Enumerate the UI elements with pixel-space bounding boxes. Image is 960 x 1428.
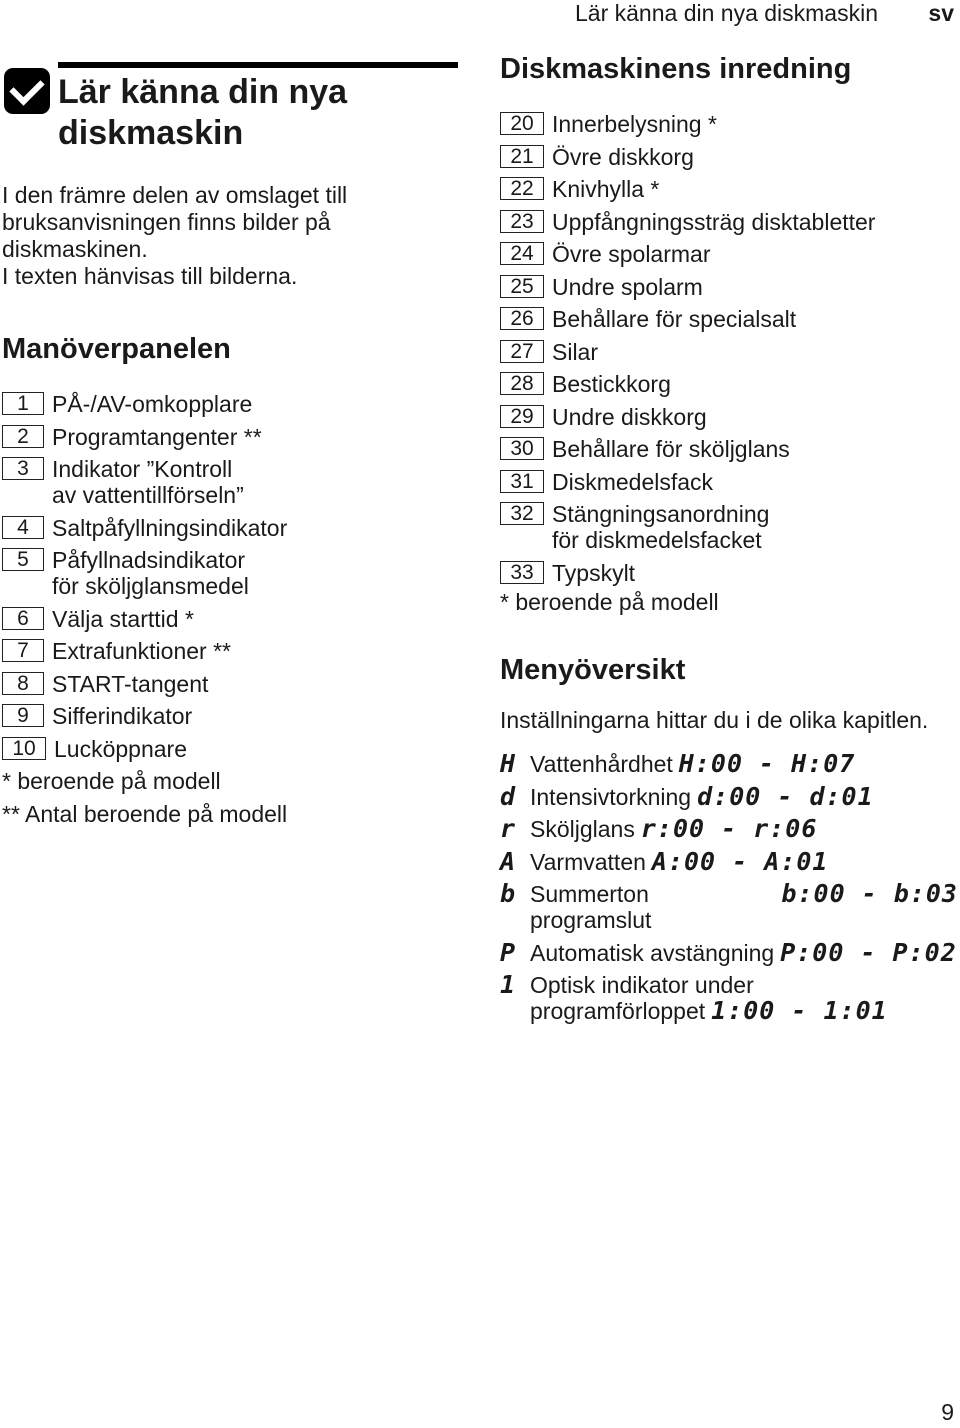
item-number-box: 29: [500, 405, 544, 428]
list-item: [500, 209, 958, 235]
menu-list: [500, 751, 958, 1024]
menu-range-display: H:00 - H:07: [678, 749, 856, 778]
item-label: Saltpåfyllningsindikator: [52, 514, 288, 541]
item-number-box: 27: [500, 340, 544, 363]
menu-row: [500, 751, 958, 777]
item-label: Typskylt: [552, 559, 636, 586]
item-number-box: 31: [500, 470, 544, 493]
item-number-box: 1: [2, 392, 44, 415]
item-number-box: 21: [500, 145, 544, 168]
item-number-box: 20: [500, 112, 544, 135]
menu-range-display: P:00 - P:02: [780, 937, 957, 967]
footnote-count: ** Antal beroende på modell: [2, 801, 288, 827]
item-label: Bestickkorg: [552, 371, 671, 397]
list-item: [500, 436, 958, 462]
menu-setting-label: Intensivtorkning: [530, 783, 692, 810]
menu-range-display: r:00 - r:06: [640, 814, 818, 843]
list-item: [500, 560, 958, 586]
item-label: Behållare för specialsalt: [552, 306, 797, 332]
checkmark-icon: [4, 68, 50, 114]
menu-key-display: b: [500, 879, 517, 908]
list-item: [2, 736, 458, 762]
item-label: Behållare för sköljglans: [552, 436, 790, 462]
item-label: Lucköppnare: [54, 735, 187, 762]
menu-row: [500, 972, 958, 1024]
item-label: Övre diskkorg: [552, 143, 694, 170]
item-number-box: 9: [2, 704, 44, 727]
item-number-box: 10: [2, 737, 46, 760]
list-item: [500, 274, 958, 300]
menu-heading: Menyöversikt: [500, 654, 686, 686]
list-item: [2, 424, 458, 450]
page-number: 9: [941, 1399, 954, 1425]
list-item: [2, 547, 458, 599]
list-item: [500, 144, 958, 170]
interior-heading: Diskmaskinens inredning: [500, 53, 852, 85]
item-number-box: 7: [2, 639, 44, 662]
intro-line-2: I texten hänvisas till bilderna.: [2, 263, 298, 289]
footnote-model: * beroende på modell: [2, 768, 221, 794]
item-label: Påfyllnadsindikator för sköljglansmedel: [52, 547, 249, 599]
list-item: [2, 456, 458, 508]
menu-range-display: b:00 - b:03: [781, 879, 958, 908]
running-header-title: Lär känna din nya diskmaskin: [575, 0, 878, 26]
list-item: [2, 391, 458, 417]
item-label: Övre spolarmar: [552, 241, 711, 267]
language-code: sv: [928, 0, 954, 26]
interior-footnote: * beroende på modell: [500, 589, 719, 615]
menu-key-display: A: [500, 846, 517, 876]
item-label: Undre spolarm: [552, 273, 703, 300]
menu-section: [500, 653, 958, 1024]
item-label: Välja starttid *: [52, 605, 194, 632]
menu-key-display: 1: [500, 970, 517, 999]
menu-row: [500, 781, 958, 811]
item-number-box: 26: [500, 307, 544, 330]
menu-key-display: d: [500, 781, 517, 811]
intro-line-1: I den främre delen av omslaget till bruksanvisningen finns bilder på diskmaskinen.: [2, 182, 348, 262]
item-number-box: 22: [500, 177, 544, 200]
list-item: [2, 671, 458, 697]
item-number-box: 3: [2, 457, 44, 480]
menu-range-display: A:00 - A:01: [651, 846, 829, 876]
item-label: Uppfångningssträg disktabletter: [552, 208, 876, 235]
intro-text: [2, 182, 442, 290]
list-item: [500, 501, 958, 553]
item-label: START-tangent: [52, 670, 209, 697]
menu-setting-label: Automatisk avstängning: [530, 939, 775, 966]
menu-setting-label: Sköljglans: [530, 816, 635, 842]
item-number-box: 6: [2, 607, 44, 630]
list-item: [500, 469, 958, 495]
item-number-box: 33: [500, 561, 544, 584]
list-item: [500, 111, 958, 137]
menu-intro: Inställningarna hittar du i de olika kapitlen.: [500, 707, 929, 733]
list-item: [2, 703, 458, 729]
item-label: Programtangenter **: [52, 423, 262, 450]
control-panel-section: [2, 332, 458, 827]
item-label: Knivhylla *: [552, 176, 660, 202]
item-label: Undre diskkorg: [552, 403, 707, 430]
list-item: [500, 339, 958, 365]
interior-list: [500, 111, 958, 586]
chapter-title: Lär känna din nya diskmaskin: [58, 73, 348, 152]
item-label: Diskmedelsfack: [552, 468, 714, 495]
item-label: Indikator ”Kontroll av vattentillförseln”: [52, 456, 244, 508]
item-number-box: 23: [500, 210, 544, 233]
list-item: [500, 241, 958, 267]
list-item: [2, 515, 458, 541]
list-item: [2, 638, 458, 664]
menu-setting-label: Summerton programslut: [530, 881, 652, 933]
item-number-box: 24: [500, 242, 544, 265]
right-column: [500, 52, 958, 1031]
item-label: PÅ-/AV-omkopplare: [52, 391, 253, 417]
menu-setting-label: Vattenhårdhet: [530, 751, 673, 777]
item-number-box: 25: [500, 275, 544, 298]
list-item: [500, 306, 958, 332]
menu-key-display: H: [500, 749, 517, 778]
list-item: [500, 371, 958, 397]
item-number-box: 28: [500, 372, 544, 395]
menu-row: [500, 846, 958, 876]
item-number-box: 5: [2, 548, 44, 571]
menu-key-display: P: [500, 937, 517, 967]
menu-range-display: 1:00 - 1:01: [711, 996, 888, 1025]
list-item: [500, 176, 958, 202]
control-panel-list: [2, 391, 458, 762]
menu-row: [500, 937, 958, 967]
item-label: Sifferindikator: [52, 703, 193, 729]
item-number-box: 4: [2, 516, 44, 539]
item-label: Stängningsanordning för diskmedelsfacket: [552, 501, 770, 553]
item-label: Innerbelysning *: [552, 111, 717, 137]
menu-range-display: d:00 - d:01: [697, 781, 874, 811]
list-item: [500, 404, 958, 430]
menu-row: [500, 881, 958, 933]
item-label: Silar: [552, 338, 599, 365]
menu-row: [500, 816, 958, 842]
control-panel-heading: Manöverpanelen: [2, 333, 231, 365]
item-label: Extrafunktioner **: [52, 638, 231, 664]
item-number-box: 32: [500, 502, 544, 525]
menu-setting-label: Optisk indikator under programförloppet: [530, 972, 754, 1024]
item-number-box: 30: [500, 437, 544, 460]
item-number-box: 2: [2, 425, 44, 448]
list-item: [2, 606, 458, 632]
item-number-box: 8: [2, 672, 44, 695]
menu-setting-label: Varmvatten: [530, 848, 646, 875]
title-rule: [58, 62, 458, 68]
menu-key-display: r: [500, 814, 517, 843]
